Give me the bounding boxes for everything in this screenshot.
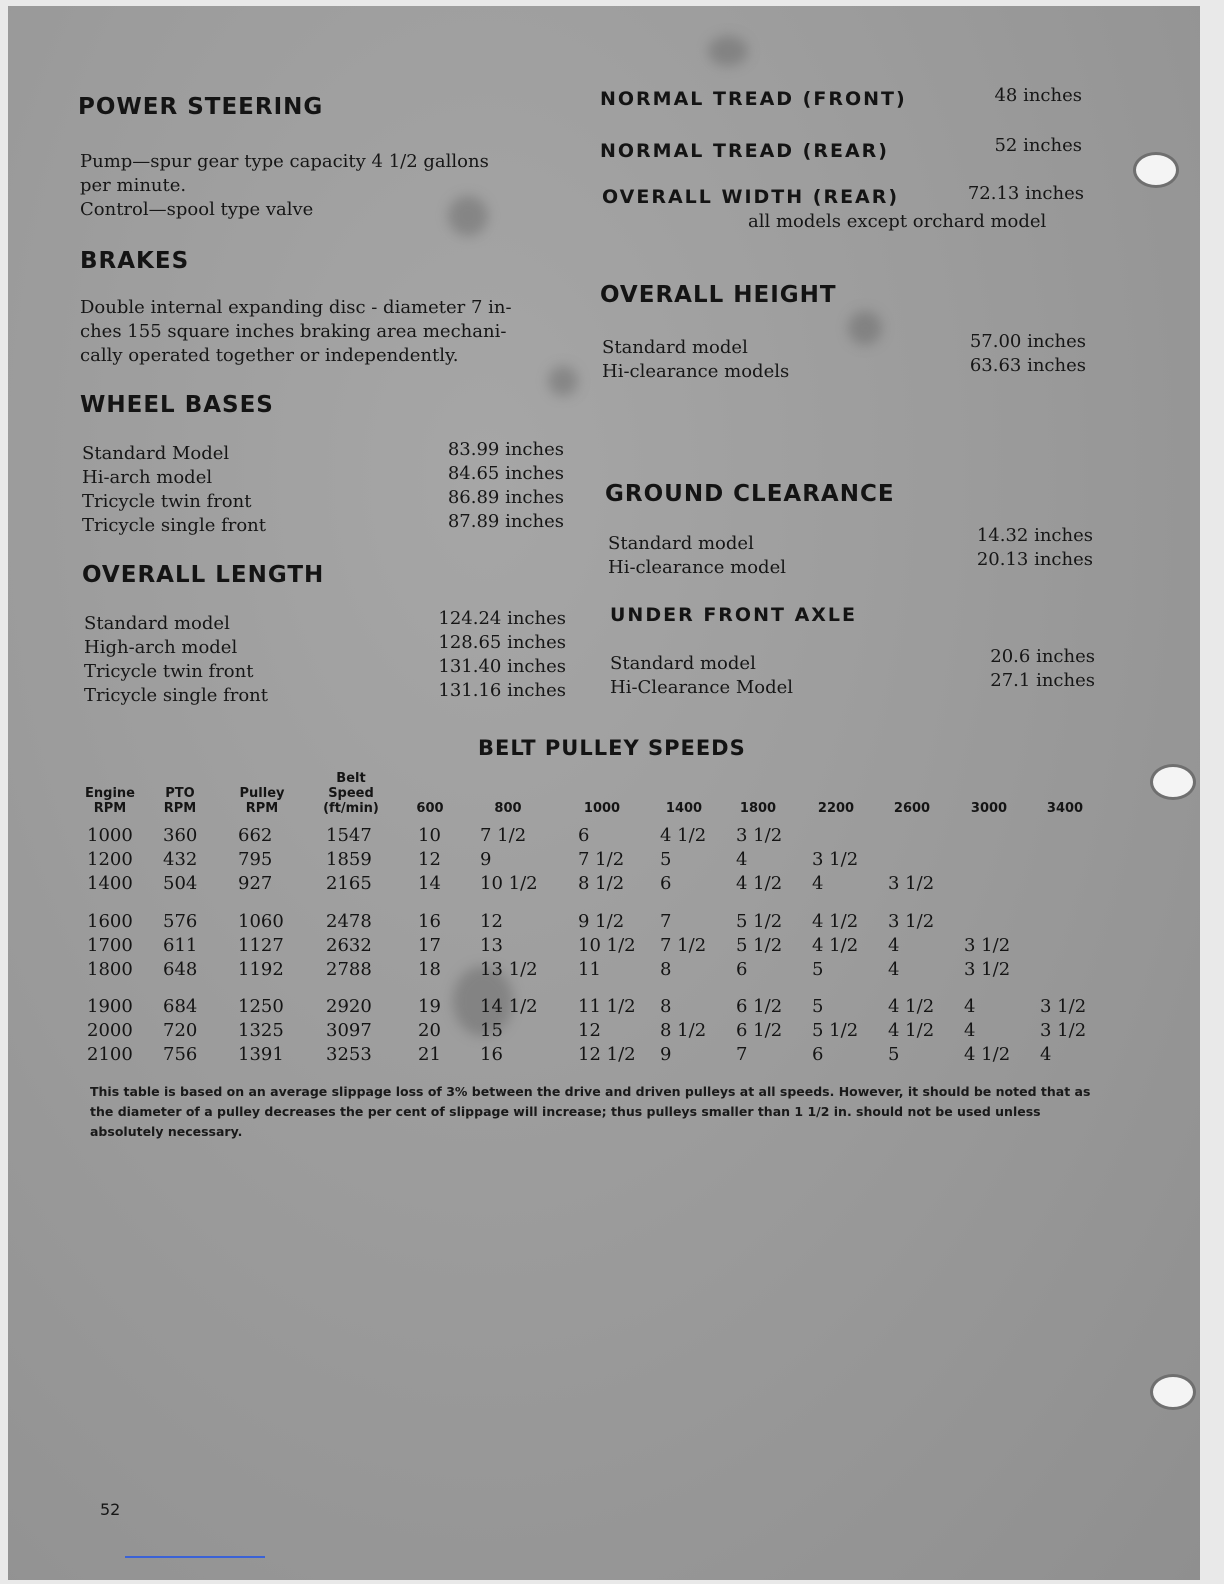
table-cell: 4 1/2 — [964, 1044, 1011, 1065]
text-line: per minute. — [80, 175, 187, 196]
tread-front-value: 48 inches — [994, 85, 1082, 106]
table-cell: 18 — [418, 959, 441, 980]
table-header — [562, 801, 642, 816]
table-header-line: RPM — [245, 801, 279, 816]
table-cell: 648 — [163, 959, 198, 980]
table-cell: 6 1/2 — [736, 1020, 783, 1041]
overall-width-value: 72.13 inches — [967, 183, 1084, 204]
spec-value: 131.40 inches — [438, 656, 566, 677]
spec-label: Hi-clearance models — [602, 361, 790, 382]
text-line: Control—spool type valve — [80, 199, 314, 220]
table-cell: 3 1/2 — [964, 935, 1011, 956]
table-header-line: 1000 — [583, 801, 621, 816]
table-cell: 21 — [418, 1044, 441, 1065]
page-number: 52 — [100, 1500, 121, 1519]
table-cell: 1900 — [87, 996, 133, 1017]
table-cell: 6 — [736, 959, 748, 980]
table-cell: 720 — [163, 1020, 198, 1041]
spec-value: 20.13 inches — [976, 549, 1093, 570]
table-cell: 1600 — [87, 911, 133, 932]
overall-length-heading: OVERALL LENGTH — [82, 562, 325, 588]
spec-label: Standard Model — [82, 443, 230, 464]
under-front-axle-heading: UNDER FRONT AXLE — [610, 604, 858, 626]
table-header — [796, 801, 876, 816]
table-cell: 12 1/2 — [578, 1044, 636, 1065]
overall-height-labels — [602, 336, 789, 384]
table-cell: 4 1/2 — [888, 1020, 935, 1041]
spec-label: Hi-arch model — [82, 467, 213, 488]
spec-label: Standard model — [608, 533, 754, 554]
text-line: Double internal expanding disc - diameter 7 in- — [80, 297, 512, 318]
table-cell: 3097 — [326, 1020, 372, 1041]
table-cell: 11 1/2 — [578, 996, 636, 1017]
table-header — [1025, 801, 1105, 816]
table-cell: 5 — [888, 1044, 900, 1065]
table-cell: 9 1/2 — [578, 911, 625, 932]
table-cell: 5 — [812, 959, 824, 980]
table-header — [140, 786, 220, 816]
spec-value: 57.00 inches — [969, 331, 1086, 352]
table-header — [311, 771, 391, 816]
table-cell: 1000 — [87, 825, 133, 846]
table-cell: 4 1/2 — [736, 873, 783, 894]
table-header-line: 3400 — [1046, 801, 1084, 816]
table-header-line: PTO — [165, 786, 195, 801]
brakes-heading: BRAKES — [80, 248, 190, 274]
spec-label: High-arch model — [84, 637, 238, 658]
table-cell: 15 — [480, 1020, 503, 1041]
table-header — [644, 801, 724, 816]
table-cell: 576 — [163, 911, 198, 932]
text-line: ches 155 square inches braking area mechani- — [80, 321, 507, 342]
table-cell: 360 — [163, 825, 198, 846]
table-cell: 3 1/2 — [888, 873, 935, 894]
spec-label: Tricycle twin front — [82, 491, 252, 512]
overall-length-labels — [84, 612, 268, 708]
spec-label: Tricycle twin front — [84, 661, 254, 682]
spec-label: Standard model — [602, 337, 748, 358]
overall-height-values — [930, 330, 1086, 378]
spec-value: 63.63 inches — [969, 355, 1086, 376]
table-header-line: 2600 — [893, 801, 931, 816]
table-header — [949, 801, 1029, 816]
table-cell: 4 1/2 — [812, 935, 859, 956]
table-cell: 5 1/2 — [736, 935, 783, 956]
table-header — [872, 801, 952, 816]
table-header — [390, 801, 470, 816]
table-cell: 2788 — [326, 959, 372, 980]
belt-pulley-footnote: This table is based on an average slippage loss of 3% between the drive and driven pulleys at all speeds. However, it should be noted that as the diameter of a pulley decreases the per cent of slippage will increase; thus pulleys smaller than 1 1/2 in. should not be used unless absolutely necessary. — [90, 1084, 1091, 1139]
table-cell: 4 — [1040, 1044, 1052, 1065]
spec-value: 131.16 inches — [438, 680, 566, 701]
spec-value: 27.1 inches — [990, 670, 1095, 691]
table-header-line: RPM — [163, 801, 197, 816]
belt-pulley-title: BELT PULLEY SPEEDS — [478, 736, 746, 760]
table-cell: 7 1/2 — [578, 849, 625, 870]
table-cell: 4 — [964, 996, 976, 1017]
table-cell: 14 1/2 — [480, 996, 538, 1017]
scan-artifact-line — [125, 1556, 265, 1558]
wheel-bases-values — [410, 438, 564, 534]
table-cell: 3 1/2 — [812, 849, 859, 870]
table-cell: 1127 — [238, 935, 284, 956]
table-cell: 1250 — [238, 996, 284, 1017]
table-cell: 2920 — [326, 996, 372, 1017]
binder-hole — [1150, 764, 1196, 800]
overall-width-note: all models except orchard model — [748, 211, 1047, 232]
stain — [848, 311, 882, 345]
table-cell: 4 1/2 — [888, 996, 935, 1017]
table-cell: 1800 — [87, 959, 133, 980]
table-cell: 5 1/2 — [736, 911, 783, 932]
table-cell: 10 1/2 — [578, 935, 636, 956]
spec-value: 128.65 inches — [438, 632, 566, 653]
spec-value: 124.24 inches — [438, 608, 566, 629]
spec-label: Tricycle single front — [82, 515, 266, 536]
table-cell: 7 1/2 — [480, 825, 527, 846]
table-header-line: 3000 — [970, 801, 1008, 816]
table-cell: 756 — [163, 1044, 198, 1065]
table-header-line: 600 — [416, 801, 444, 816]
under-front-axle-labels — [610, 652, 793, 700]
table-header-line: 1800 — [739, 801, 777, 816]
table-cell: 13 1/2 — [480, 959, 538, 980]
overall-length-values — [406, 607, 566, 703]
table-cell: 504 — [163, 873, 198, 894]
table-cell: 8 — [660, 959, 672, 980]
table-header-line: Speed — [328, 786, 374, 801]
table-cell: 16 — [480, 1044, 503, 1065]
power-steering-heading: POWER STEERING — [78, 94, 324, 120]
spec-label: Standard model — [84, 613, 230, 634]
table-header — [222, 786, 302, 816]
table-header-line: RPM — [93, 801, 127, 816]
table-cell: 3 1/2 — [736, 825, 783, 846]
table-cell: 8 1/2 — [578, 873, 625, 894]
table-cell: 10 1/2 — [480, 873, 538, 894]
table-cell: 6 — [660, 873, 672, 894]
table-cell: 1859 — [326, 849, 372, 870]
table-header-line: 2200 — [817, 801, 855, 816]
spec-value: 86.89 inches — [447, 487, 564, 508]
table-cell: 12 — [480, 911, 503, 932]
table-cell: 7 — [660, 911, 672, 932]
table-header — [468, 801, 548, 816]
table-cell: 927 — [238, 873, 273, 894]
wheel-bases-labels — [82, 442, 266, 538]
table-cell: 1325 — [238, 1020, 284, 1041]
spec-value: 14.32 inches — [976, 525, 1093, 546]
table-cell: 1391 — [238, 1044, 284, 1065]
table-cell: 3 1/2 — [888, 911, 935, 932]
table-header-line: Belt — [336, 771, 366, 786]
table-cell: 12 — [418, 849, 441, 870]
table-cell: 16 — [418, 911, 441, 932]
under-front-axle-values — [940, 645, 1095, 693]
ground-clearance-labels — [608, 532, 786, 580]
table-cell: 7 1/2 — [660, 935, 707, 956]
table-cell: 6 — [578, 825, 590, 846]
text-line: cally operated together or independently. — [80, 345, 459, 366]
stain — [708, 36, 748, 66]
table-cell: 3 1/2 — [1040, 996, 1087, 1017]
table-cell: 1547 — [326, 825, 372, 846]
table-cell: 9 — [660, 1044, 672, 1065]
table-cell: 11 — [578, 959, 601, 980]
table-cell: 4 — [964, 1020, 976, 1041]
spec-value: 84.65 inches — [447, 463, 564, 484]
table-header-line: 800 — [494, 801, 522, 816]
table-cell: 13 — [480, 935, 503, 956]
table-cell: 4 — [888, 935, 900, 956]
table-cell: 4 — [812, 873, 824, 894]
wheel-bases-heading: WHEEL BASES — [80, 392, 274, 418]
table-cell: 1200 — [87, 849, 133, 870]
table-cell: 19 — [418, 996, 441, 1017]
table-cell: 795 — [238, 849, 273, 870]
spec-value: 20.6 inches — [990, 646, 1095, 667]
text-line: Pump—spur gear type capacity 4 1/2 gallons — [80, 151, 489, 172]
spec-label: Hi-Clearance Model — [610, 677, 794, 698]
binder-hole — [1150, 1374, 1196, 1410]
tread-rear-value: 52 inches — [994, 135, 1082, 156]
table-header — [718, 801, 798, 816]
brakes-text — [80, 296, 512, 368]
table-cell: 10 — [418, 825, 441, 846]
ground-clearance-heading: GROUND CLEARANCE — [605, 481, 895, 507]
spec-label: Tricycle single front — [84, 685, 268, 706]
table-cell: 432 — [163, 849, 198, 870]
table-header-line: Engine — [85, 786, 135, 801]
overall-width-label: OVERALL WIDTH (REAR) — [602, 186, 900, 208]
table-cell: 4 1/2 — [812, 911, 859, 932]
table-cell: 3 1/2 — [1040, 1020, 1087, 1041]
table-cell: 2165 — [326, 873, 372, 894]
overall-height-heading: OVERALL HEIGHT — [600, 282, 837, 308]
table-cell: 2478 — [326, 911, 372, 932]
spec-value: 83.99 inches — [447, 439, 564, 460]
table-cell: 7 — [736, 1044, 748, 1065]
table-cell: 5 1/2 — [812, 1020, 859, 1041]
table-cell: 1060 — [238, 911, 284, 932]
table-cell: 1400 — [87, 873, 133, 894]
table-cell: 4 — [888, 959, 900, 980]
table-cell: 2000 — [87, 1020, 133, 1041]
ground-clearance-values — [935, 524, 1093, 572]
table-cell: 2632 — [326, 935, 372, 956]
table-header — [70, 786, 150, 816]
binder-hole — [1133, 152, 1179, 188]
table-header-line: (ft/min) — [323, 801, 379, 816]
tread-front-label: NORMAL TREAD (FRONT) — [600, 88, 907, 110]
table-cell: 1700 — [87, 935, 133, 956]
table-cell: 684 — [163, 996, 198, 1017]
spec-label: Hi-clearance model — [608, 557, 786, 578]
table-header-line: 1400 — [665, 801, 703, 816]
table-cell: 8 1/2 — [660, 1020, 707, 1041]
tread-rear-label: NORMAL TREAD (REAR) — [600, 140, 889, 162]
table-cell: 4 — [736, 849, 748, 870]
power-steering-text — [80, 150, 489, 222]
table-cell: 5 — [812, 996, 824, 1017]
table-cell: 5 — [660, 849, 672, 870]
table-cell: 8 — [660, 996, 672, 1017]
table-cell: 2100 — [87, 1044, 133, 1065]
table-cell: 662 — [238, 825, 273, 846]
table-cell: 12 — [578, 1020, 601, 1041]
table-cell: 4 1/2 — [660, 825, 707, 846]
table-cell: 3 1/2 — [964, 959, 1011, 980]
table-cell: 3253 — [326, 1044, 372, 1065]
table-cell: 9 — [480, 849, 492, 870]
table-cell: 6 — [812, 1044, 824, 1065]
spec-value: 87.89 inches — [447, 511, 564, 532]
table-cell: 14 — [418, 873, 441, 894]
table-cell: 6 1/2 — [736, 996, 783, 1017]
table-cell: 17 — [418, 935, 441, 956]
spec-label: Standard model — [610, 653, 756, 674]
table-header-line: Pulley — [239, 786, 285, 801]
table-cell: 1192 — [238, 959, 284, 980]
table-cell: 611 — [163, 935, 198, 956]
stain — [548, 366, 578, 396]
table-cell: 20 — [418, 1020, 441, 1041]
